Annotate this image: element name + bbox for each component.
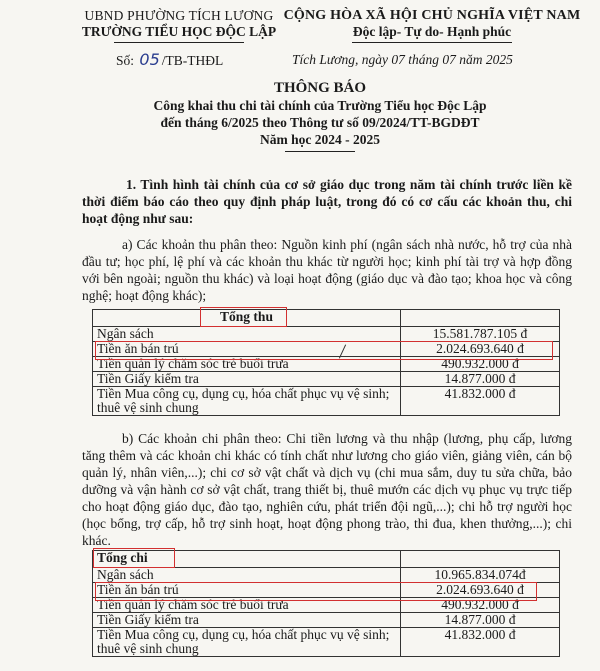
document-subtitle-1: Công khai thu chi tài chính của Trường Tiểu học Độc Lập xyxy=(153,98,487,113)
table-row xyxy=(93,598,560,613)
table-row xyxy=(93,387,560,416)
revenue-row-amount: 490.932.000 đ xyxy=(401,357,560,372)
revenue-row-label: Tiền quản lý chăm sóc trẻ buổi trưa xyxy=(93,357,401,372)
issuer-block xyxy=(64,8,294,43)
nation-name: CỘNG HÒA XÃ HỘI CHỦ NGHĨA VIỆT NAM xyxy=(283,8,581,23)
expense-row-label: Tiền Giấy kiểm tra xyxy=(93,613,401,628)
expense-row-amount: 10.965.834.074đ xyxy=(401,568,560,583)
document-number-handwritten: 05 xyxy=(139,50,160,69)
document-subtitle-2: đến tháng 6/2025 theo Thông tư số 09/2024/TT-BGDĐT xyxy=(160,115,480,130)
expense-header-amount-cell xyxy=(401,551,560,568)
revenue-table xyxy=(92,309,560,416)
expense-row-amount: 490.932.000 đ xyxy=(401,598,560,613)
expense-row-label: Tiền ăn bán trú xyxy=(93,583,401,598)
revenue-table-header xyxy=(93,310,560,327)
expense-table-header xyxy=(93,551,560,568)
section-1-heading: 1. Tình hình tài chính của cơ sở giáo dục trong năm tài chính trước liền kề thời điểm báo cáo theo quy định pháp luật, trong đó có cơ cấu các khoản thu, chi hoạt động như sau: xyxy=(82,177,572,226)
expense-description: b) Các khoản chi phân theo: Chi tiền lương và thu nhập (lương, phụ cấp, lương tăng thêm và các khoản chi khác có tính chất như lương cho giáo viên, giảng viên, cán bộ quản lý, nhân viên,...); chi cơ sở vật chất và dịch vụ (chi mua sắm, duy tu sửa chữa, bảo dưỡng và vận hành cơ sở vật chất, trang thiết bị, thuê mướn các dịch vụ phục vụ trực tiếp cho hoạt động giáo dục, đào tạo, nghiên cứu, phát triển đội ngũ,...); chi hỗ trợ người học (học bổng, trợ cấp, hỗ trợ sinh hoạt, hoạt động phong trào, thi đua, khen thưởng,...); chi khác. xyxy=(82,431,572,548)
table-row xyxy=(93,568,560,583)
document-title: THÔNG BÁO xyxy=(273,80,367,96)
document-title-block xyxy=(60,80,580,152)
revenue-header-amount-cell xyxy=(401,310,560,327)
revenue-row-label: Ngân sách xyxy=(93,327,401,342)
document-subtitle-3: Năm học 2024 - 2025 xyxy=(260,132,380,147)
table-row xyxy=(93,583,560,598)
issuer-school: TRƯỜNG TIỂU HỌC ĐỘC LẬP xyxy=(81,24,277,39)
revenue-row-label: Tiền ăn bán trú xyxy=(93,342,401,357)
expense-row-amount: 41.832.000 đ xyxy=(401,628,560,657)
place-date: Tích Lương, ngày 07 tháng 07 năm 2025 xyxy=(292,52,513,67)
expense-row-label: Tiền Mua công cụ, dụng cụ, hóa chất phục vụ vệ sinh; thuê vệ sinh chung xyxy=(93,628,401,657)
revenue-row-amount: 14.877.000 đ xyxy=(401,372,560,387)
table-row xyxy=(93,613,560,628)
expense-row-amount: 14.877.000 đ xyxy=(401,613,560,628)
title-underline xyxy=(285,151,355,152)
revenue-row-label: Tiền Giấy kiểm tra xyxy=(93,372,401,387)
expense-table xyxy=(92,550,560,657)
national-motto-block xyxy=(282,8,582,43)
expense-header-cell: Tổng chi xyxy=(93,551,401,568)
issuer-ward: UBND PHƯỜNG TÍCH LƯƠNG xyxy=(84,8,274,23)
table-row xyxy=(93,327,560,342)
expense-row-amount: 2.024.693.640 đ xyxy=(401,583,560,598)
table-row xyxy=(93,372,560,387)
revenue-header-cell: Tổng thu xyxy=(93,310,401,327)
revenue-row-label: Tiền Mua công cụ, dụng cụ, hóa chất phục vụ vệ sinh; thuê vệ sinh chung xyxy=(93,387,401,416)
table-row xyxy=(93,357,560,372)
motto-underline xyxy=(352,42,512,43)
document-number xyxy=(116,50,223,69)
table-row xyxy=(93,342,560,357)
revenue-row-amount: 41.832.000 đ xyxy=(401,387,560,416)
document-number-label: Số: xyxy=(116,53,135,68)
nation-motto: Độc lập- Tự do- Hạnh phúc xyxy=(352,24,512,39)
document-number-suffix: /TB-THĐL xyxy=(161,53,224,68)
table-row xyxy=(93,628,560,657)
expense-row-label: Ngân sách xyxy=(93,568,401,583)
revenue-row-amount: 2.024.693.640 đ xyxy=(401,342,560,357)
issuer-underline xyxy=(114,42,244,43)
expense-row-label: Tiền quản lý chăm sóc trẻ buổi trưa xyxy=(93,598,401,613)
revenue-description: a) Các khoản thu phân theo: Nguồn kinh phí (ngân sách nhà nước, hỗ trợ của nhà đầu tư; học phí, lệ phí và các khoản thu khác từ người học; kinh phí tài trợ và hợp đồng với bên ngoài; nguồn thu khác) và loại hoạt động (giáo dục và đào tạo; khoa học và công nghệ; hoạt động khác); xyxy=(82,237,572,303)
revenue-row-amount: 15.581.787.105 đ xyxy=(401,327,560,342)
